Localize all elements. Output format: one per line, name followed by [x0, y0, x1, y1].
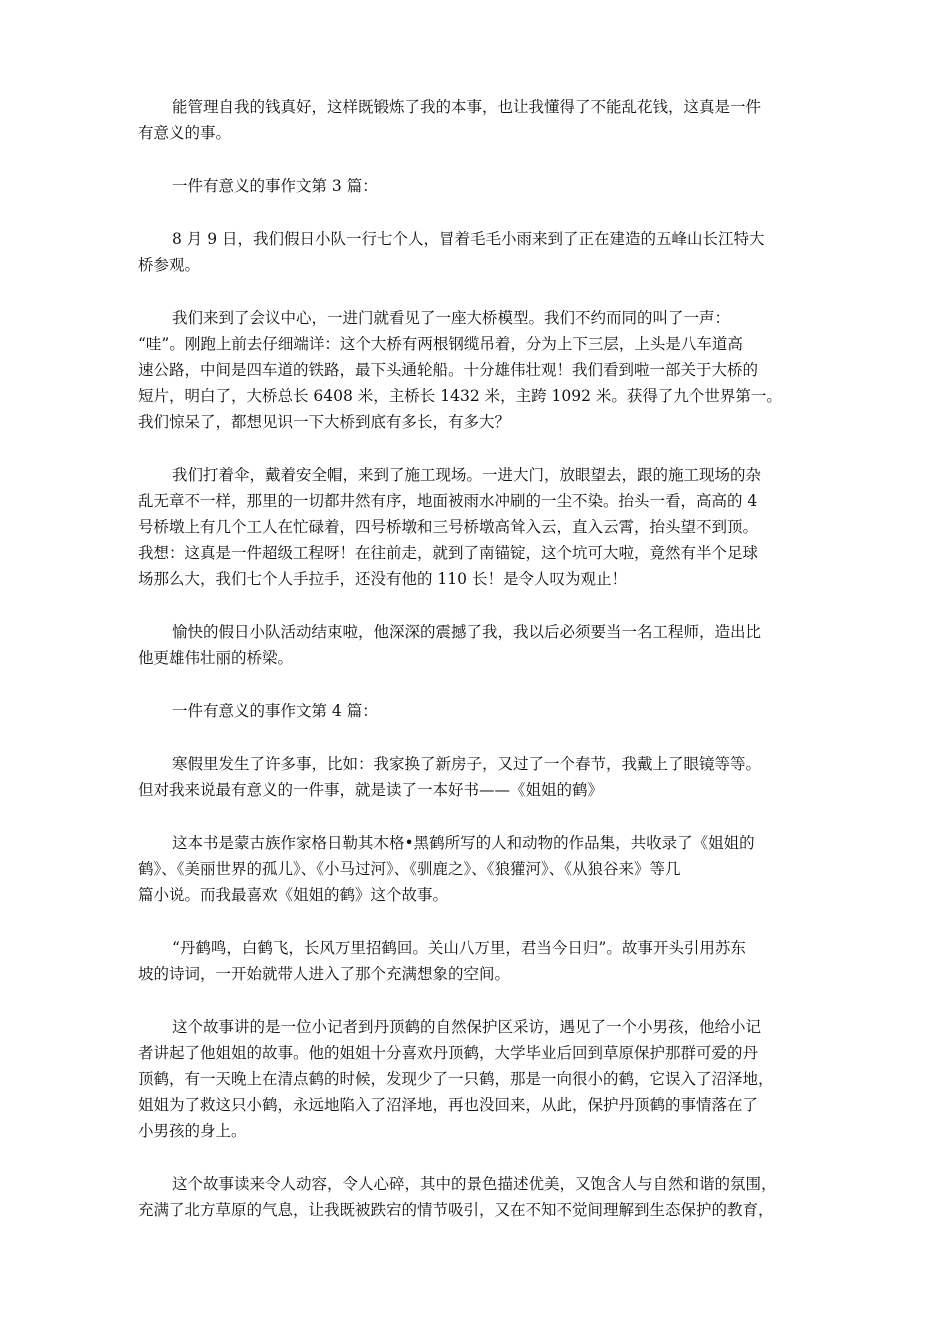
paragraph [138, 698, 830, 724]
text-line: 我们来到了会议中心，一进门就看见了一座大桥模型。我们不约而同的叫了一声： [172, 309, 731, 327]
text-line: 短片，明白了，大桥总长 6408 米，主桥长 1432 米，主跨 1092 米。获得了九个世界第一。 [138, 387, 782, 405]
paragraph [138, 1171, 830, 1223]
paragraph [138, 751, 830, 803]
text-line: 一件有意义的事作文第 3 篇： [172, 177, 378, 195]
text-line: 小男孩的身上。 [138, 1122, 247, 1140]
text-line: 一件有意义的事作文第 4 篇： [172, 702, 378, 720]
text-line: 顶鹤，有一天晚上在清点鹤的时候，发现少了一只鹤，那是一向很小的鹤，它误入了沼泽地， [138, 1070, 774, 1088]
text-line: 速公路，中间是四车道的铁路，最下头通轮船。十分雄伟壮观！我们看到啦一部关于大桥的 [138, 361, 759, 379]
text-line: 姐姐为了救这只小鹤，永远地陷入了沼泽地，再也没回来，从此，保护丹顶鹤的事情落在了 [138, 1096, 759, 1114]
text-line: 鹤》、《美丽世界的孤儿》、《小马过河》、《驯鹿之》、《狼獾河》、《从狼谷来》等几 [138, 860, 681, 878]
text-line: “丹鹤鸣，白鹤飞，长风万里招鹤回。关山八万里，君当今日归”。故事开头引用苏东 [172, 939, 746, 957]
text-line: 我们打着伞，戴着安全帽，来到了施工现场。一进大门，放眼望去，跟的施工现场的杂 [172, 466, 762, 484]
text-line: 乱无章不一样，那里的一切都井然有序，地面被雨水冲刷的一尘不染。抬头一看，高高的 4 [138, 492, 758, 510]
text-line: 号桥墩上有几个工人在忙碌着，四号桥墩和三号桥墩高耸入云，直入云霄，抬头望不到顶。 [138, 518, 759, 536]
text-line: 我们惊呆了，都想见识一下大桥到底有多长，有多大？ [138, 413, 511, 431]
text-line: 桥参观。 [138, 256, 201, 274]
text-line: 能管理自我的钱真好，这样既锻炼了我的本事，也让我懂得了不能乱花钱，这真是一件 [172, 98, 762, 116]
text-line: 他更雄伟壮丽的桥梁。 [138, 649, 294, 667]
text-line: 我想：这真是一件超级工程呀！在往前走，就到了南锚锭，这个坑可大啦，竟然有半个足球 [138, 544, 759, 562]
text-line: 这个故事读来令人动容，令人心碎，其中的景色描述优美，又饱含人与自然和谐的氛围， [172, 1175, 777, 1193]
document-body [138, 94, 830, 1250]
paragraph [138, 1014, 830, 1144]
paragraph [138, 619, 830, 671]
paragraph [138, 173, 830, 199]
paragraph [138, 830, 830, 908]
text-line: 有意义的事。 [138, 124, 232, 142]
text-line: “哇”。刚跑上前去仔细端详：这个大桥有两根钢缆吊着，分为上下三层，上头是八车道高 [138, 335, 743, 353]
paragraph [138, 226, 830, 278]
text-line: 但对我来说最有意义的一件事，就是读了一本好书——《姐姐的鹤》 [138, 781, 604, 799]
text-line: 愉快的假日小队活动结束啦，他深深的震撼了我，我以后必须要当一名工程师，造出比 [172, 623, 762, 641]
text-line: 寒假里发生了许多事，比如：我家换了新房子，又过了一个春节，我戴上了眼镜等等。 [172, 755, 762, 773]
text-line: 8 月 9 日，我们假日小队一行七个人，冒着毛毛小雨来到了正在建造的五峰山长江特大 [172, 230, 765, 248]
text-line: 这本书是蒙古族作家格日勒其木格•黑鹤所写的人和动物的作品集，共收录了《姐姐的 [172, 834, 755, 852]
text-line: 坡的诗词，一开始就带人进入了那个充满想象的空间。 [138, 965, 511, 983]
text-line: 这个故事讲的是一位小记者到丹顶鹤的自然保护区采访，遇见了一个小男孩，他给小记 [172, 1018, 762, 1036]
paragraph [138, 305, 830, 435]
paragraph [138, 94, 830, 146]
paragraph [138, 935, 830, 987]
text-line: 篇小说。而我最喜欢《姐姐的鹤》这个故事。 [138, 886, 449, 904]
text-line: 场那么大，我们七个人手拉手，还没有他的 110 长！是令人叹为观止！ [138, 570, 627, 588]
text-line: 者讲起了他姐姐的故事。他的姐姐十分喜欢丹顶鹤，大学毕业后回到草原保护那群可爱的丹 [138, 1044, 759, 1062]
paragraph [138, 462, 830, 592]
text-line: 充满了北方草原的气息，让我既被跌宕的情节吸引，又在不知不觉间理解到生态保护的教育， [138, 1201, 774, 1219]
